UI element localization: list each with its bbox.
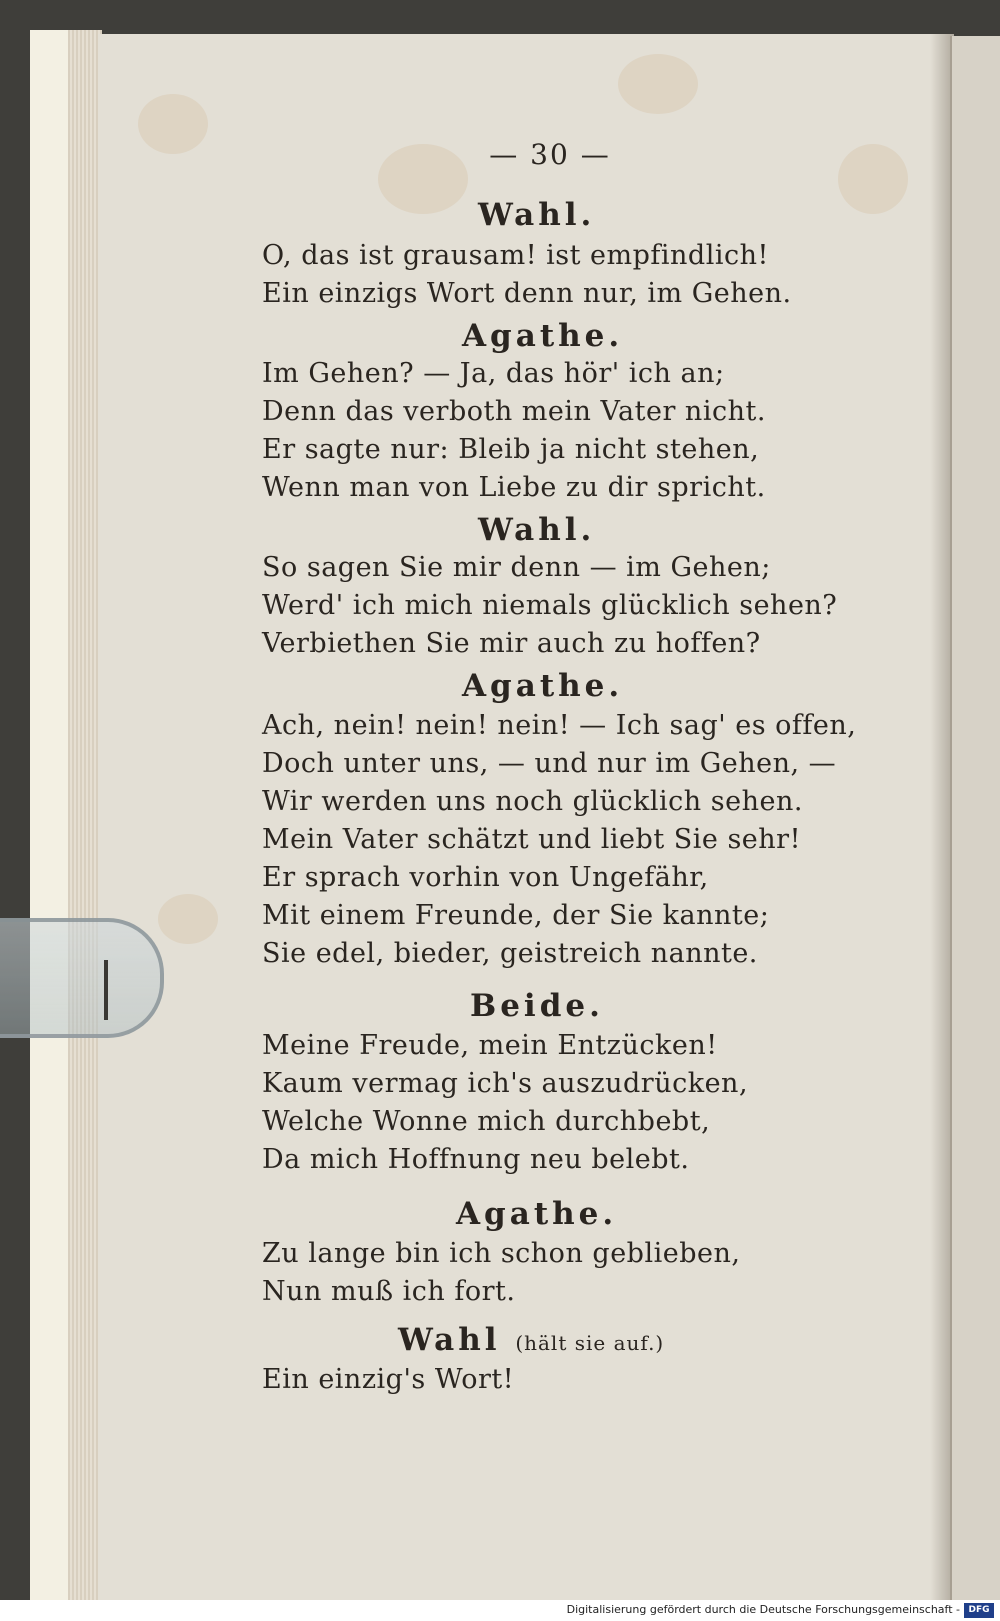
facing-page-edge: [950, 36, 1000, 1600]
verse-line: Verbiethen Sie mir auch zu hoffen?: [262, 628, 761, 659]
paper-stain: [138, 94, 208, 154]
paper-stain: [618, 54, 698, 114]
speaker-name: Wahl.: [478, 512, 596, 548]
speaker-name: Agathe.: [456, 1196, 618, 1232]
verse-line: Mein Vater schätzt und liebt Sie sehr!: [262, 824, 801, 855]
verse-line: Er sprach vorhin von Ungefähr,: [262, 862, 709, 893]
speaker-name: Wahl.: [478, 197, 596, 233]
verse-line: Denn das verboth mein Vater nicht.: [262, 396, 766, 427]
verse-line: Er sagte nur: Bleib ja nicht stehen,: [262, 434, 760, 465]
verse-line: Doch unter uns, — und nur im Gehen, —: [262, 748, 837, 779]
speaker-name: Agathe.: [462, 668, 624, 704]
verse-line: Mit einem Freunde, der Sie kannte;: [262, 900, 770, 931]
digitization-credit: Digitalisierung gefördert durch die Deutsche Forschungsgemeinschaft -: [566, 1603, 960, 1616]
speaker-name: Beide.: [470, 988, 604, 1024]
verse-line: Kaum vermag ich's auszudrücken,: [262, 1068, 749, 1099]
speaker-name: Agathe.: [462, 318, 624, 354]
verse-line: Meine Freude, mein Entzücken!: [262, 1030, 718, 1061]
page-edges: [68, 30, 102, 1600]
verse-line: Da mich Hoffnung neu belebt.: [262, 1144, 690, 1175]
verse-line: Im Gehen? — Ja, das hör' ich an;: [262, 358, 725, 389]
verse-line: Welche Wonne mich durchbebt,: [262, 1106, 711, 1137]
verse-line: Sie edel, bieder, geistreich nannte.: [262, 938, 758, 969]
verse-line: O, das ist grausam! ist empfindlich!: [262, 240, 769, 271]
speaker-name: Wahl: [398, 1322, 501, 1358]
verse-line: Ein einzig's Wort!: [262, 1364, 515, 1395]
verse-line: So sagen Sie mir denn — im Gehen;: [262, 552, 771, 583]
verse-line: Wir werden uns noch glücklich sehen.: [262, 786, 803, 817]
page-clip: [0, 918, 164, 1038]
page-number: — 30 —: [489, 138, 611, 171]
paper-stain: [838, 144, 908, 214]
speaker-line: [398, 1322, 664, 1358]
dfg-logo: DFG: [964, 1603, 994, 1618]
verse-line: Wenn man von Liebe zu dir spricht.: [262, 472, 766, 503]
stage-direction: (hält sie auf.): [515, 1331, 665, 1355]
verse-line: Nun muß ich fort.: [262, 1276, 516, 1307]
paper-stain: [158, 894, 218, 944]
verse-line: Ein einzigs Wort denn nur, im Gehen.: [262, 278, 792, 309]
footer: [0, 1600, 1000, 1621]
verse-line: Werd' ich mich niemals glücklich sehen?: [262, 590, 838, 621]
clip-mark: [104, 960, 108, 1020]
verse-line: Zu lange bin ich schon geblieben,: [262, 1238, 741, 1269]
paper-stain: [378, 144, 468, 214]
verse-line: Ach, nein! nein! nein! — Ich sag' es offen,: [262, 710, 857, 741]
